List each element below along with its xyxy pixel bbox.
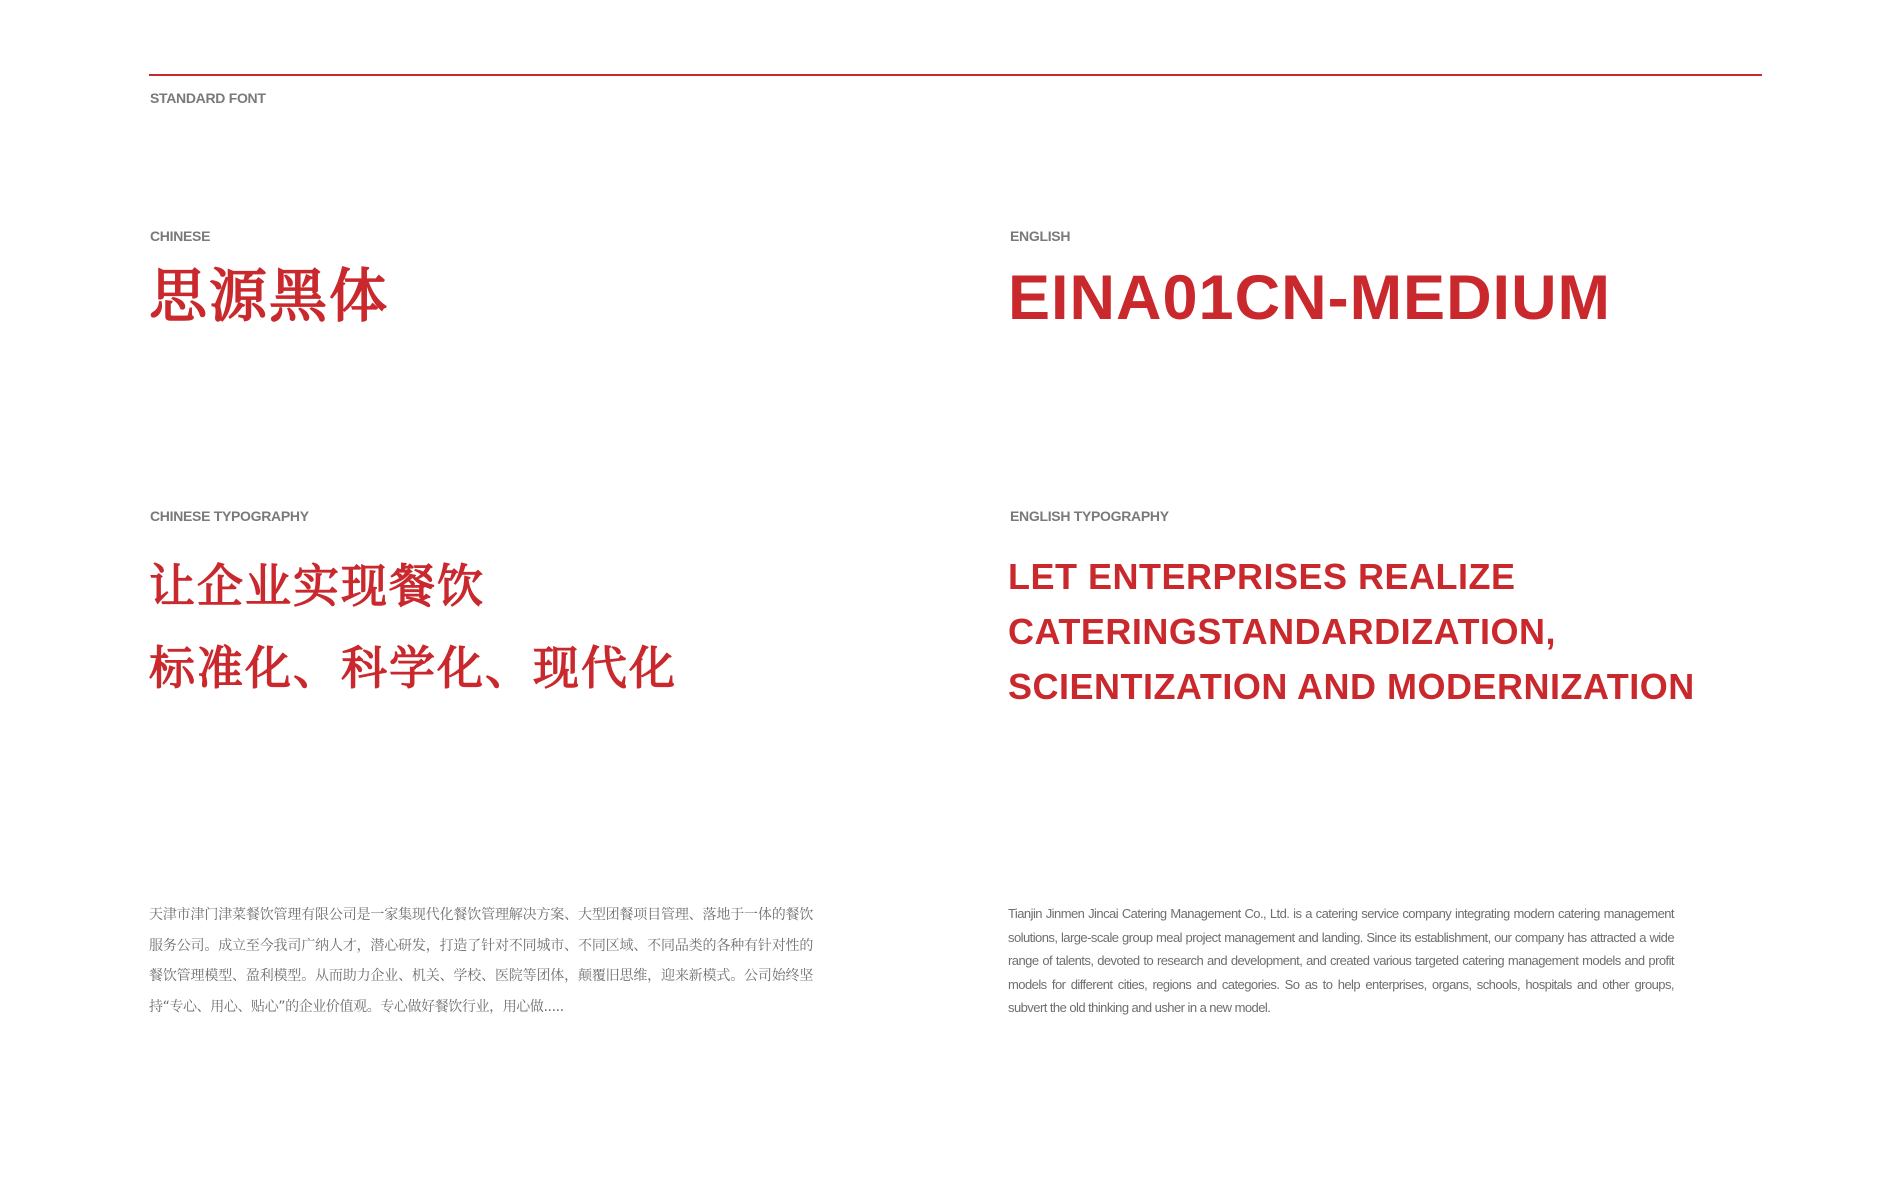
english-typography-line: SCIENTIZATION AND MODERNIZATION	[1008, 666, 1695, 707]
english-font-label: ENGLISH	[1010, 228, 1071, 244]
english-typography-sample	[1008, 549, 1695, 714]
section-label: STANDARD FONT	[150, 90, 266, 106]
english-typography-label: ENGLISH TYPOGRAPHY	[1010, 508, 1169, 524]
chinese-typography-sample	[149, 545, 677, 709]
top-divider	[149, 74, 1762, 76]
chinese-font-name: 思源黑体	[149, 262, 390, 330]
chinese-typography-label: CHINESE TYPOGRAPHY	[150, 508, 309, 524]
chinese-typography-line: 标准化、科学化、现代化	[149, 641, 677, 695]
english-typography-line: LET ENTERPRISES REALIZE	[1008, 556, 1516, 597]
chinese-body-paragraph: 天津市津门津菜餐饮管理有限公司是一家集现代化餐饮管理解决方案、大型团餐项目管理、落地于一体的餐饮服务公司。成立至今我司广纳人才，潜心研发，打造了针对不同城市、不同区域、不同品类的各种有针对性的餐饮管理模型、盈利模型。从而助力企业、机关、学校、医院等团体，颠覆旧思维，迎来新模式。公司始终坚持“专心、用心、贴心”的企业价值观。专心做好餐饮行业，用心做.....	[149, 907, 813, 1015]
english-typography-line: CATERINGSTANDARDIZATION,	[1008, 611, 1556, 652]
english-font-name: EINA01CN-MEDIUM	[1008, 263, 1612, 333]
english-body-paragraph: Tianjin Jinmen Jincai Catering Management Co., Ltd. is a catering service company integrating modern catering management solutions, large-scale group meal project management and landing. Since its establishment, our company has attracted a wide range of talents, devoted to research and development, and created various targeted catering management models and profit models for different cities, regions and categories. So as to help enterprises, organs, schools, hospitals and other groups, subvert the old thinking and usher in a new model.	[1008, 906, 1674, 1015]
chinese-typography-line: 让企业实现餐饮	[149, 559, 485, 613]
chinese-font-label: CHINESE	[150, 228, 211, 244]
